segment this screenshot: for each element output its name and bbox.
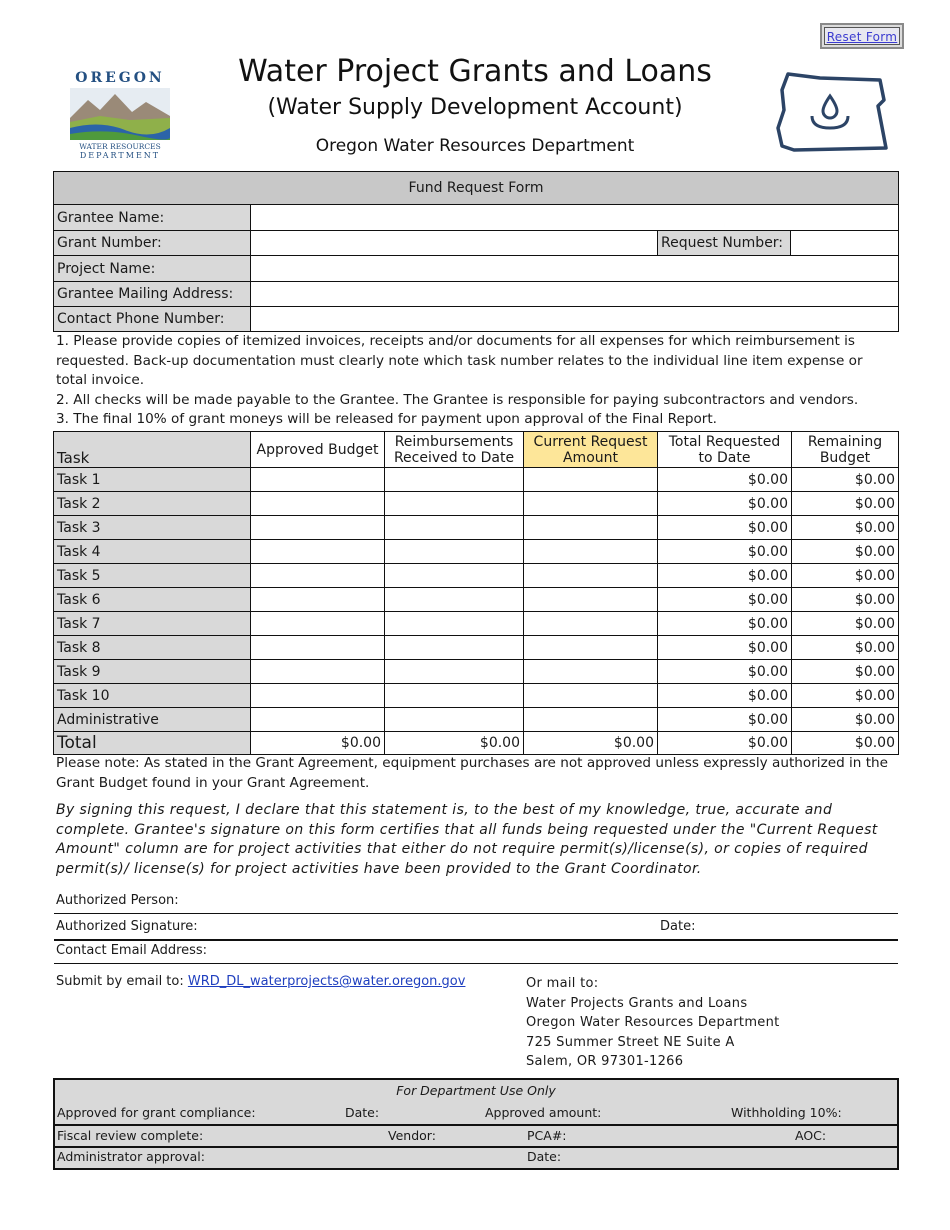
department-use-box: [53, 1078, 899, 1170]
aoc-label: AOC:: [795, 1128, 827, 1143]
header-reimbursements: Reimbursements Received to Date: [385, 432, 524, 468]
total-requested-value: $0.00: [658, 612, 792, 636]
task-label: Task 10: [54, 684, 251, 708]
approved-amount-label: Approved amount:: [485, 1105, 602, 1120]
current-request-input[interactable]: [524, 612, 658, 636]
current-request-input[interactable]: [524, 660, 658, 684]
grantee-name-input[interactable]: [251, 205, 899, 231]
mailing-address-input[interactable]: [251, 282, 899, 307]
remaining-budget-value: $0.00: [792, 468, 899, 492]
declaration: By signing this request, I declare that this statement is, to the best of my knowledge, true, accurate and complete. Grantee's signature on this form certifies that all funds being requested under the "Current Request Amount" column are for project activities that either do not require permit(s)/license(s), or copies of required permit(s)/ license(s) for project activities have been provided to the Grant Coordinator.: [56, 802, 878, 877]
task-label: Task 7: [54, 612, 251, 636]
current-request-input[interactable]: [524, 468, 658, 492]
total-requested-value: $0.00: [658, 564, 792, 588]
current-request-input[interactable]: [524, 516, 658, 540]
reimbursements-input[interactable]: [385, 468, 524, 492]
task-label: Task 2: [54, 492, 251, 516]
current-request-input[interactable]: [524, 564, 658, 588]
approved-budget-input[interactable]: [251, 540, 385, 564]
request-number-input[interactable]: [791, 231, 899, 256]
approved-budget-input[interactable]: [251, 708, 385, 732]
reimbursements-input[interactable]: [385, 684, 524, 708]
admin-approval-label: Administrator approval:: [57, 1149, 205, 1164]
contact-email-input[interactable]: [260, 940, 890, 962]
instruction-2: 2. All checks will be made payable to the Grantee. The Grantee is responsible for paying subcontractors and vendors.: [56, 391, 859, 408]
approved-budget-input[interactable]: [251, 516, 385, 540]
total-reimbursed: $0.00: [385, 732, 524, 755]
signature-date-label: Date:: [660, 919, 696, 934]
dept-row-1: [55, 1105, 897, 1125]
department-use-title: For Department Use Only: [396, 1083, 556, 1098]
total-requested: $0.00: [658, 732, 792, 755]
authorized-person-label: Authorized Person:: [56, 893, 179, 908]
total-remaining: $0.00: [792, 732, 899, 755]
reimbursements-input[interactable]: [385, 708, 524, 732]
pca-label: PCA#:: [527, 1128, 567, 1143]
reimbursements-input[interactable]: [385, 564, 524, 588]
current-request-input[interactable]: [524, 492, 658, 516]
approved-compliance-label: Approved for grant compliance:: [57, 1105, 256, 1120]
reimbursements-input[interactable]: [385, 516, 524, 540]
header-current-request: Current Request Amount: [524, 432, 658, 468]
task-label: Task 1: [54, 468, 251, 492]
task-label: Task 3: [54, 516, 251, 540]
submit-email-prefix: Submit by email to:: [56, 974, 184, 989]
remaining-budget-value: $0.00: [792, 516, 899, 540]
authorized-signature-input[interactable]: [260, 916, 650, 938]
mail-label: Or mail to:: [526, 976, 599, 991]
grantee-info-table: [53, 171, 899, 332]
remaining-budget-value: $0.00: [792, 708, 899, 732]
task-label: Task 9: [54, 660, 251, 684]
address-line-2: Oregon Water Resources Department: [526, 1015, 780, 1030]
total-row: [54, 732, 899, 755]
task-row: [54, 612, 899, 636]
total-current: $0.00: [524, 732, 658, 755]
current-request-input[interactable]: [524, 708, 658, 732]
total-requested-value: $0.00: [658, 540, 792, 564]
reimbursements-input[interactable]: [385, 636, 524, 660]
reimbursements-input[interactable]: [385, 660, 524, 684]
project-name-label: Project Name:: [54, 256, 251, 282]
reimbursements-input[interactable]: [385, 612, 524, 636]
submit-email-line: [56, 974, 465, 989]
mail-address-block: [526, 974, 780, 1072]
remaining-budget-value: $0.00: [792, 540, 899, 564]
oregon-water-drop-icon: [776, 70, 894, 154]
grantee-name-label: Grantee Name:: [54, 205, 251, 231]
logo-water-resources-text: WATER RESOURCES: [79, 142, 161, 151]
approved-budget-input[interactable]: [251, 564, 385, 588]
address-line-4: Salem, OR 97301-1266: [526, 1054, 684, 1069]
remaining-budget-value: $0.00: [792, 612, 899, 636]
header-approved-budget: Approved Budget: [251, 432, 385, 468]
remaining-budget-value: $0.00: [792, 564, 899, 588]
reset-form-button[interactable]: [820, 23, 904, 49]
remaining-budget-value: $0.00: [792, 588, 899, 612]
header-task: Task: [54, 432, 251, 468]
total-requested-value: $0.00: [658, 684, 792, 708]
address-line-1: Water Projects Grants and Loans: [526, 995, 748, 1011]
approved-budget-input[interactable]: [251, 612, 385, 636]
current-request-input[interactable]: [524, 540, 658, 564]
authorized-signature-label: Authorized Signature:: [56, 919, 198, 934]
budget-table: [53, 431, 899, 755]
contact-phone-input[interactable]: [251, 307, 899, 332]
current-request-input[interactable]: [524, 588, 658, 612]
authorized-person-line: [54, 913, 898, 914]
task-row: [54, 492, 899, 516]
task-row: [54, 540, 899, 564]
contact-email-label: Contact Email Address:: [56, 943, 208, 958]
address-line-3: 725 Summer Street NE Suite A: [526, 1034, 735, 1050]
reset-form-label: Reset Form: [824, 27, 900, 45]
instruction-1: 1. Please provide copies of itemized invoices, receipts and/or documents for all expenses for which reimbursement is requested. Back-up documentation must clearly note which task number relates to the individual line item expense or total invoice.: [56, 333, 863, 388]
contact-email-line: [54, 963, 898, 964]
project-name-input[interactable]: [251, 256, 899, 282]
task-row: [54, 684, 899, 708]
logo-oregon-text: OREGON: [75, 70, 165, 86]
approved-budget-input[interactable]: [251, 468, 385, 492]
current-request-input[interactable]: [524, 636, 658, 660]
dept-date-2-label: Date:: [527, 1149, 562, 1164]
task-row: [54, 588, 899, 612]
approved-budget-input[interactable]: [251, 684, 385, 708]
task-row: [54, 564, 899, 588]
current-request-input[interactable]: [524, 684, 658, 708]
fiscal-review-label: Fiscal review complete:: [57, 1128, 204, 1143]
header-remaining-budget: Remaining Budget: [792, 432, 899, 468]
page-title: Water Project Grants and Loans: [238, 54, 712, 89]
remaining-budget-value: $0.00: [792, 660, 899, 684]
header-total-requested: Total Requested to Date: [658, 432, 792, 468]
total-approved: $0.00: [251, 732, 385, 755]
approved-budget-input[interactable]: [251, 492, 385, 516]
total-requested-value: $0.00: [658, 468, 792, 492]
total-requested-value: $0.00: [658, 636, 792, 660]
authorized-person-input[interactable]: [260, 890, 890, 912]
mailing-address-label: Grantee Mailing Address:: [54, 282, 251, 307]
task-row: [54, 468, 899, 492]
task-row: [54, 636, 899, 660]
total-requested-value: $0.00: [658, 588, 792, 612]
instruction-3: 3. The final 10% of grant moneys will be released for payment upon approval of the Final Report.: [56, 411, 718, 427]
total-requested-value: $0.00: [658, 660, 792, 684]
dept-date-1-label: Date:: [345, 1105, 380, 1120]
task-row: [54, 708, 899, 732]
task-label: Task 5: [54, 564, 251, 588]
withholding-label: Withholding 10%:: [731, 1105, 842, 1120]
task-row: [54, 516, 899, 540]
total-requested-value: $0.00: [658, 492, 792, 516]
contact-phone-label: Contact Phone Number:: [54, 307, 251, 332]
approved-budget-input[interactable]: [251, 660, 385, 684]
logo-department-text: DEPARTMENT: [79, 151, 161, 160]
task-row: [54, 660, 899, 684]
reimbursements-input[interactable]: [385, 540, 524, 564]
department-name: Oregon Water Resources Department: [315, 136, 635, 156]
reimbursements-input[interactable]: [385, 588, 524, 612]
remaining-budget-value: $0.00: [792, 684, 899, 708]
approved-budget-input[interactable]: [251, 636, 385, 660]
budget-header-row: [54, 432, 899, 468]
reimbursements-input[interactable]: [385, 492, 524, 516]
form-title: Fund Request Form: [54, 172, 899, 205]
signature-date-input[interactable]: [700, 916, 890, 938]
submit-email-link[interactable]: WRD_DL_waterprojects@water.oregon.gov: [187, 974, 466, 989]
page-subtitle: (Water Supply Development Account): [267, 95, 683, 120]
vendor-label: Vendor:: [388, 1128, 436, 1143]
approved-budget-input[interactable]: [251, 588, 385, 612]
grant-number-input[interactable]: [251, 231, 658, 256]
task-label: Administrative: [54, 708, 251, 732]
task-label: Task 4: [54, 540, 251, 564]
task-label: Task 8: [54, 636, 251, 660]
grant-number-label: Grant Number:: [54, 231, 251, 256]
total-requested-value: $0.00: [658, 708, 792, 732]
instructions: [56, 332, 896, 430]
remaining-budget-value: $0.00: [792, 636, 899, 660]
total-label: Total: [54, 732, 251, 755]
total-requested-value: $0.00: [658, 516, 792, 540]
request-number-label: Request Number:: [658, 231, 791, 256]
equipment-note: Please note: As stated in the Grant Agreement, equipment purchases are not approved unless expressly authorized in the Grant Budget found in your Grant Agreement.: [56, 755, 889, 791]
remaining-budget-value: $0.00: [792, 492, 899, 516]
task-label: Task 6: [54, 588, 251, 612]
